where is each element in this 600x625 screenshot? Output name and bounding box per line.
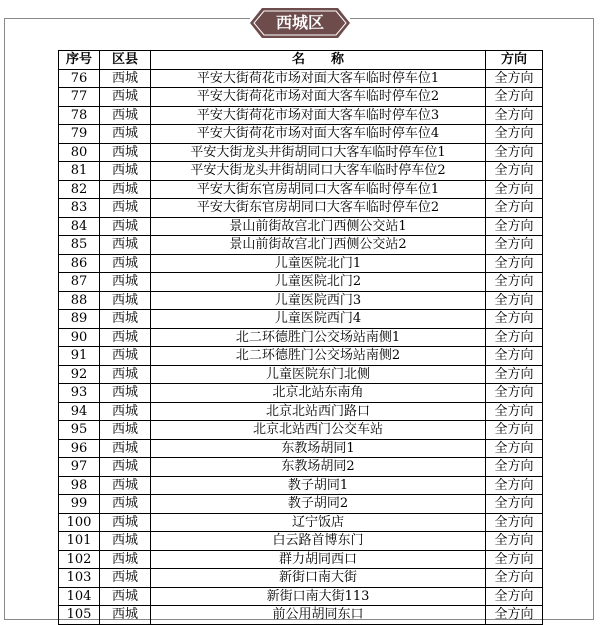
cell-district: 西城 (100, 236, 151, 255)
cell-name: 儿童医院北门2 (151, 273, 486, 292)
cell-direction: 全方向 (486, 550, 543, 569)
cell-direction: 全方向 (486, 143, 543, 162)
cell-name: 平安大街龙头井街胡同口大客车临时停车位1 (151, 143, 486, 162)
cell-name: 儿童医院西门4 (151, 310, 486, 329)
cell-name: 白云路首博东门 (151, 532, 486, 551)
table-header-row (59, 51, 543, 70)
table-row (59, 476, 543, 495)
table-row (59, 495, 543, 514)
cell-direction: 全方向 (486, 384, 543, 403)
cell-index: 102 (59, 550, 100, 569)
table-row (59, 217, 543, 236)
cell-direction: 全方向 (486, 476, 543, 495)
table-row (59, 180, 543, 199)
cell-direction: 全方向 (486, 236, 543, 255)
cell-direction: 全方向 (486, 69, 543, 88)
table-row (59, 125, 543, 144)
cell-name: 前公用胡同东口 (151, 606, 486, 625)
cell-index: 100 (59, 513, 100, 532)
cell-direction: 全方向 (486, 88, 543, 107)
cell-direction: 全方向 (486, 458, 543, 477)
cell-name: 群力胡同西口 (151, 550, 486, 569)
header-name: 名 称 (151, 51, 486, 70)
cell-direction: 全方向 (486, 513, 543, 532)
cell-direction: 全方向 (486, 254, 543, 273)
table-row (59, 236, 543, 255)
cell-district: 西城 (100, 532, 151, 551)
table-row (59, 328, 543, 347)
header-direction: 方向 (486, 51, 543, 70)
cell-direction: 全方向 (486, 125, 543, 144)
cell-name: 景山前街故宫北门西侧公交站1 (151, 217, 486, 236)
cell-index: 83 (59, 199, 100, 218)
title-badge-wrap (0, 8, 600, 38)
cell-district: 西城 (100, 513, 151, 532)
cell-direction: 全方向 (486, 402, 543, 421)
cell-index: 81 (59, 162, 100, 181)
cell-name: 儿童医院北门1 (151, 254, 486, 273)
cell-index: 91 (59, 347, 100, 366)
cell-district: 西城 (100, 88, 151, 107)
cell-district: 西城 (100, 328, 151, 347)
cell-name: 平安大街东官房胡同口大客车临时停车位1 (151, 180, 486, 199)
table-row (59, 550, 543, 569)
cell-direction: 全方向 (486, 328, 543, 347)
cell-name: 教子胡同1 (151, 476, 486, 495)
cell-direction: 全方向 (486, 569, 543, 588)
table-row (59, 199, 543, 218)
table-row (59, 587, 543, 606)
cell-district: 西城 (100, 217, 151, 236)
cell-name: 平安大街龙头井街胡同口大客车临时停车位2 (151, 162, 486, 181)
cell-district: 西城 (100, 569, 151, 588)
cell-index: 104 (59, 587, 100, 606)
table-row (59, 291, 543, 310)
cell-name: 教子胡同2 (151, 495, 486, 514)
cell-district: 西城 (100, 402, 151, 421)
cell-district: 西城 (100, 291, 151, 310)
cell-index: 98 (59, 476, 100, 495)
cell-name: 新街口南大街 (151, 569, 486, 588)
cell-district: 西城 (100, 180, 151, 199)
cell-direction: 全方向 (486, 217, 543, 236)
cell-direction: 全方向 (486, 495, 543, 514)
table-row (59, 569, 543, 588)
cell-district: 西城 (100, 421, 151, 440)
cell-district: 西城 (100, 273, 151, 292)
table-row (59, 254, 543, 273)
title-badge (250, 8, 350, 38)
table-row (59, 310, 543, 329)
cell-direction: 全方向 (486, 532, 543, 551)
cell-district: 西城 (100, 365, 151, 384)
cell-direction: 全方向 (486, 439, 543, 458)
cell-name: 景山前街故宫北门西侧公交站2 (151, 236, 486, 255)
cell-direction: 全方向 (486, 347, 543, 366)
table-row (59, 143, 543, 162)
cell-direction: 全方向 (486, 606, 543, 625)
table-row (59, 532, 543, 551)
cell-direction: 全方向 (486, 365, 543, 384)
cell-direction: 全方向 (486, 291, 543, 310)
cell-direction: 全方向 (486, 180, 543, 199)
cell-direction: 全方向 (486, 162, 543, 181)
cell-direction: 全方向 (486, 421, 543, 440)
table-row (59, 458, 543, 477)
cell-index: 105 (59, 606, 100, 625)
cell-district: 西城 (100, 550, 151, 569)
cell-name: 北二环德胜门公交场站南侧1 (151, 328, 486, 347)
table-row (59, 106, 543, 125)
table-row (59, 273, 543, 292)
table-row (59, 162, 543, 181)
cell-index: 99 (59, 495, 100, 514)
cell-index: 97 (59, 458, 100, 477)
cell-index: 103 (59, 569, 100, 588)
cell-name: 北二环德胜门公交场站南侧2 (151, 347, 486, 366)
cell-index: 94 (59, 402, 100, 421)
cell-district: 西城 (100, 439, 151, 458)
cell-index: 76 (59, 69, 100, 88)
cell-index: 80 (59, 143, 100, 162)
cell-district: 西城 (100, 587, 151, 606)
cell-index: 84 (59, 217, 100, 236)
cell-district: 西城 (100, 606, 151, 625)
cell-name: 儿童医院西门3 (151, 291, 486, 310)
cell-direction: 全方向 (486, 310, 543, 329)
cell-index: 89 (59, 310, 100, 329)
cell-name: 北京北站西门公交车站 (151, 421, 486, 440)
cell-name: 平安大街荷花市场对面大客车临时停车位4 (151, 125, 486, 144)
cell-name: 儿童医院东门北侧 (151, 365, 486, 384)
cell-index: 93 (59, 384, 100, 403)
table-row (59, 421, 543, 440)
header-district: 区县 (100, 51, 151, 70)
cell-index: 88 (59, 291, 100, 310)
table-body (59, 69, 543, 624)
cell-district: 西城 (100, 495, 151, 514)
table-row (59, 365, 543, 384)
table-row (59, 513, 543, 532)
cell-district: 西城 (100, 476, 151, 495)
table-row (59, 606, 543, 625)
cell-district: 西城 (100, 199, 151, 218)
cell-name: 辽宁饭店 (151, 513, 486, 532)
cell-index: 79 (59, 125, 100, 144)
cell-district: 西城 (100, 458, 151, 477)
table-row (59, 384, 543, 403)
cell-index: 96 (59, 439, 100, 458)
cell-name: 新街口南大街113 (151, 587, 486, 606)
cell-district: 西城 (100, 347, 151, 366)
table-row (59, 69, 543, 88)
cell-district: 西城 (100, 106, 151, 125)
cell-index: 78 (59, 106, 100, 125)
cell-name: 东教场胡同2 (151, 458, 486, 477)
cell-direction: 全方向 (486, 106, 543, 125)
cell-direction: 全方向 (486, 273, 543, 292)
cell-index: 86 (59, 254, 100, 273)
cell-index: 95 (59, 421, 100, 440)
table-row (59, 402, 543, 421)
cell-name: 平安大街荷花市场对面大客车临时停车位2 (151, 88, 486, 107)
cell-index: 82 (59, 180, 100, 199)
cell-district: 西城 (100, 143, 151, 162)
cell-name: 东教场胡同1 (151, 439, 486, 458)
cell-name: 平安大街荷花市场对面大客车临时停车位1 (151, 69, 486, 88)
cell-index: 77 (59, 88, 100, 107)
table-row (59, 439, 543, 458)
cell-index: 87 (59, 273, 100, 292)
cell-district: 西城 (100, 69, 151, 88)
header-index: 序号 (59, 51, 100, 70)
cell-index: 85 (59, 236, 100, 255)
cell-name: 平安大街荷花市场对面大客车临时停车位3 (151, 106, 486, 125)
cell-name: 平安大街东官房胡同口大客车临时停车位2 (151, 199, 486, 218)
cell-index: 90 (59, 328, 100, 347)
cell-direction: 全方向 (486, 199, 543, 218)
parking-table (58, 50, 543, 625)
cell-district: 西城 (100, 310, 151, 329)
cell-district: 西城 (100, 125, 151, 144)
cell-index: 92 (59, 365, 100, 384)
cell-district: 西城 (100, 384, 151, 403)
cell-name: 北京北站东南角 (151, 384, 486, 403)
cell-direction: 全方向 (486, 587, 543, 606)
table-row (59, 347, 543, 366)
table-row (59, 88, 543, 107)
cell-district: 西城 (100, 162, 151, 181)
cell-name: 北京北站西门路口 (151, 402, 486, 421)
cell-index: 101 (59, 532, 100, 551)
section-title: 西城区 (275, 13, 324, 32)
cell-district: 西城 (100, 254, 151, 273)
